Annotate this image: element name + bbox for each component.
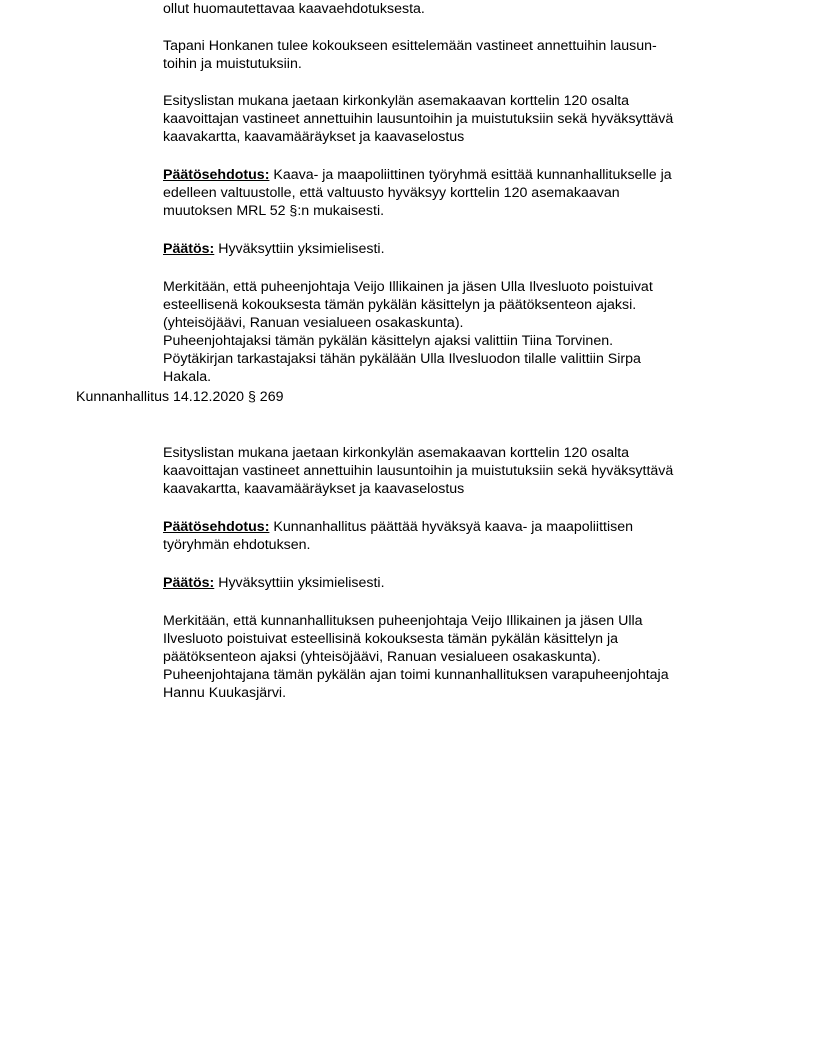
proposal-label: Päätösehdotus: xyxy=(163,519,270,535)
proposal-text: Kaava- ja maapoliittinen työryhmä esittää kunnanhallitukselle ja xyxy=(269,167,672,183)
note-line: Puheenjohtajaksi tämän pykälän käsittelyn ajaksi valittiin Tiina Torvinen. xyxy=(163,333,614,349)
note-line: Puheenjohtajana tämän pykälän ajan toimi kunnanhallituksen varapuheenjohtaja xyxy=(163,667,669,683)
proposal-line: muutoksen MRL 52 §:n mukaisesti. xyxy=(163,203,385,219)
agenda-line: kaavoittajan vastineet annettuihin lausuntoihin ja muistutuksiin sekä hyväksyttävä xyxy=(163,463,674,479)
intro-tail: ollut huomautettavaa kaavaehdotuksesta. xyxy=(163,1,425,17)
agenda-line: kaavakartta, kaavamääräykset ja kaavaselostus xyxy=(163,481,465,497)
note-line: päätöksenteon ajaksi (yhteisöjäävi, Ranuan vesialueen osakaskunta). xyxy=(163,649,601,665)
note-line: (yhteisöjäävi, Ranuan vesialueen osakaskunta). xyxy=(163,315,464,331)
note-line: Ilvesluoto poistuivat esteellisinä kokouksesta tämän pykälän käsittelyn ja xyxy=(163,631,619,647)
agenda-line: kaavoittajan vastineet annettuihin lausuntoihin ja muistutuksiin sekä hyväksyttävä xyxy=(163,111,674,127)
decision-line xyxy=(163,240,385,258)
proposal-line xyxy=(163,518,633,536)
agenda-line: kaavakartta, kaavamääräykset ja kaavaselostus xyxy=(163,129,465,145)
decision-text: Hyväksyttiin yksimielisesti. xyxy=(214,241,385,257)
note-line: esteellisenä kokouksesta tämän pykälän käsittelyn ja päätöksenteon ajaksi. xyxy=(163,297,637,313)
note-line: Merkitään, että puheenjohtaja Veijo Illikainen ja jäsen Ulla Ilvesluoto poistuivat xyxy=(163,279,653,295)
proposal-label: Päätösehdotus: xyxy=(163,167,270,183)
section-heading: Kunnanhallitus 14.12.2020 § 269 xyxy=(76,389,284,405)
proposal-line xyxy=(163,166,672,184)
proposal-text: Kunnanhallitus päättää hyväksyä kaava- ja maapoliittisen xyxy=(269,519,633,535)
note-line: Pöytäkirjan tarkastajaksi tähän pykälään Ulla Ilvesluodon tilalle valittiin Sirpa xyxy=(163,351,641,367)
proposal-line: työryhmän ehdotuksen. xyxy=(163,537,311,553)
decision-line xyxy=(163,574,385,592)
agenda-line: Esityslistan mukana jaetaan kirkonkylän asemakaavan korttelin 120 osalta xyxy=(163,93,630,109)
decision-text: Hyväksyttiin yksimielisesti. xyxy=(214,575,385,591)
agenda-line: Esityslistan mukana jaetaan kirkonkylän asemakaavan korttelin 120 osalta xyxy=(163,445,630,461)
note-line: Hakala. xyxy=(163,369,212,385)
decision-label: Päätös: xyxy=(163,575,215,591)
decision-label: Päätös: xyxy=(163,241,215,257)
presenter-line: toihin ja muistutuksiin. xyxy=(163,56,302,72)
presenter-line: Tapani Honkanen tulee kokoukseen esittelemään vastineet annettuihin lausun- xyxy=(163,38,657,54)
note-line: Hannu Kuukasjärvi. xyxy=(163,685,287,701)
proposal-line: edelleen valtuustolle, että valtuusto hyväksyy korttelin 120 asemakaavan xyxy=(163,185,620,201)
note-line: Merkitään, että kunnanhallituksen puheenjohtaja Veijo Illikainen ja jäsen Ulla xyxy=(163,613,643,629)
